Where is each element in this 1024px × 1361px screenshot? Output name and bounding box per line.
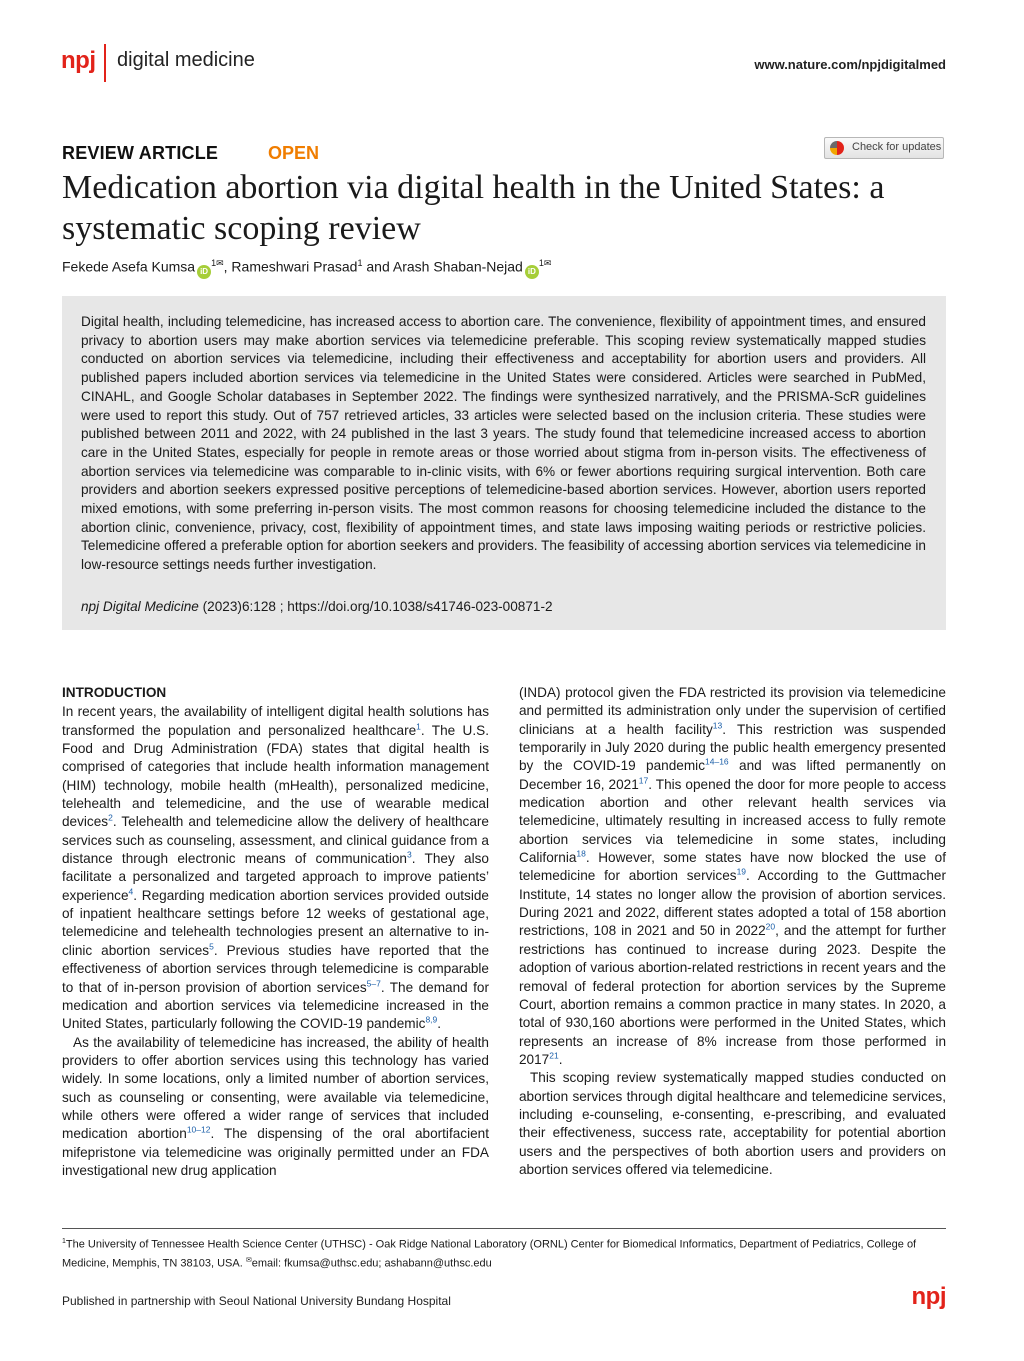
paragraph-text: As the availability of telemedicine has increased, the ability of health providers to offer abortion services using this technology has varied widely. In some locations, only a limited number of abortion services, such as counseling or consenting, were available via telemedicine, while others were offered a wider range of services that included medication abortion: [62, 1034, 489, 1142]
email-icon: ✉: [245, 1256, 252, 1264]
journal-logo: npj: [61, 47, 96, 74]
correspondence-email[interactable]: email: fkumsa@uthsc.edu; ashabann@uthsc.edu: [251, 1257, 492, 1270]
reference-citation[interactable]: 21: [549, 1050, 559, 1061]
paragraph-text: . The demand for medication and abortion services via telemedicine increased in the United States, particularly following the COVID-19 pandemic: [62, 979, 489, 1032]
open-access-badge: OPEN: [268, 143, 320, 163]
reference-citation[interactable]: 3: [406, 849, 412, 860]
footnote-marker: 1: [62, 1238, 66, 1245]
reference-citation[interactable]: 14–16: [705, 756, 729, 767]
paragraph-text: (INDA) protocol given the FDA restricted its provision via telemedicine and permitted its administration only under the supervision of certified clinicians at a health facility: [519, 685, 946, 737]
orcid-icon[interactable]: iD: [197, 265, 211, 279]
footnote-divider: [62, 1228, 946, 1229]
paragraph-text: and was lifted permanently on December 16, 2021: [519, 758, 946, 792]
reference-citation[interactable]: 4: [128, 886, 134, 897]
paragraph-text: . Telehealth and telemedicine allow the delivery of healthcare services such as counseling, assessment, and clinical guidance from a distance through electronic means of communication: [62, 814, 489, 867]
paragraph-text: . This restriction was suspended temporarily in July 2020 during the public health emergency presented by the COVID-19 pandemic: [519, 721, 946, 774]
journal-url-link[interactable]: www.nature.com/npjdigitalmed: [754, 57, 946, 72]
author-separator: ,: [223, 258, 232, 275]
affiliation-footnote: [62, 1234, 946, 1271]
article-title: Medication abortion via digital health in the United States: a systematic scoping review: [62, 169, 885, 247]
article-citation: [81, 599, 553, 614]
body-column-right: [519, 684, 946, 1179]
paragraph-text: . Previous studies have reported that the effectiveness of abortion services through telemedicine is comparable to that of in-person provision of abortion services: [62, 942, 489, 995]
affiliation-marker: 1: [538, 258, 544, 268]
affiliation-marker: 1: [357, 258, 363, 268]
crossmark-icon: [830, 141, 844, 155]
affiliation-marker: 1: [211, 258, 217, 268]
journal-name: digital medicine: [117, 49, 255, 71]
section-heading-introduction: INTRODUCTION: [62, 685, 167, 700]
abstract-text: Digital health, including telemedicine, has increased access to abortion care. The convenience, flexibility of appointment times, and ensured privacy to abortion users may make abortion services via telemedicine preferable. This scoping review systematically mapped studies conducted on abortion services via telemedicine, including their effectiveness and acceptability for abortion users and providers. All published papers included abortion services via telemedicine in the United States were considered. Articles were searched in PubMed, CINAHL, and Google Scholar databases in September 2022. The findings were synthesized narratively, and the PRISMA-ScR guidelines were used to report this study. Out of 757 retrieved articles, 33 articles were selected based on the inclusion criteria. These studies were published between 2011 and 2022, with 24 published in the last 3 years. The study found that telemedicine increased access to abortion care in the United States, especially for people in remote areas or those worried about stigma from in-person visits. The effectiveness of abortion services via telemedicine was comparable to in-clinic visits, with 6% or fewer abortions requiring surgical intervention. Both care providers and abortion seekers expressed positive perceptions of telemedicine-based abortion services. However, abortion users reported mixed emotions, with some preferring in-person visits. The most common reasons for choosing telemedicine included the distance to the abortion clinic, convenience, privacy, cost, flexibility of appointment times, and state laws imposing waiting periods or restrictive policies. Telemedicine offered a preferable option for abortion seekers and providers. The feasibility of accessing abortion services via telemedicine in low-resource settings needs further investigation.: [81, 314, 926, 573]
author-name[interactable]: Rameshwari Prasad: [231, 258, 358, 275]
email-icon[interactable]: ✉: [543, 258, 552, 268]
reference-citation[interactable]: 18: [576, 848, 586, 859]
reference-citation[interactable]: 5–7: [366, 977, 381, 988]
paragraph-text: , and the attempt for further restrictions has continued to increase during 2023. Despite the adoption of various abortion-related restrictions in recent years and the removal of federal protection for abortion services by the Supreme Court, abortion remains a common practice in many states. In 2020, a total of 930,160 abortions were performed in the United States, which represents an increase of 8% increase from those performed in 2017: [519, 923, 946, 1067]
author-list: [62, 258, 551, 279]
reference-citation[interactable]: 13: [712, 720, 723, 731]
email-icon[interactable]: ✉: [216, 258, 224, 268]
author-separator: and: [362, 258, 393, 275]
paragraph-text: . This opened the door for more people to access medication abortion and other relevant health services via telemedicine, ultimately resulting in increased access to fully remote abortion services via telemedicine in some states, including California: [519, 776, 946, 866]
paragraph-text: . The dispensing of the oral abortifacient mifepristone via telemedicine was originally permitted under an FDA investigational new drug application: [62, 1126, 489, 1178]
paragraph-text: . According to the Guttmacher Institute, 14 states no longer allow the provision of abortion services. During 2021 and 2022, different states adopted a total of 158 abortion restrictions, 108 in 2021 and 50 in 2022: [519, 868, 946, 939]
footer-logo: npj: [911, 1283, 946, 1310]
body-paragraph: [519, 684, 946, 1069]
article-type-label: REVIEW ARTICLE: [62, 143, 219, 163]
reference-citation[interactable]: 5: [209, 941, 214, 952]
paragraph-text: This scoping review systematically mapped studies conducted on abortion services through digital healthcare and telemedicine services, including e-counseling, e-consenting, e-prescribing, and evaluated their effectiveness, success rate, acceptability for potential abortion users and the perspectives of both abortion users and providers on abortion services offered via telemedicine.: [519, 1070, 946, 1177]
orcid-icon[interactable]: iD: [525, 265, 539, 279]
paragraph-text: . However, some states have now blocked the use of telemedicine for abortion services: [519, 850, 946, 884]
citation-journal: npj Digital Medicine: [81, 599, 199, 614]
check-for-updates-label: Check for updates: [852, 141, 942, 153]
body-paragraph: [62, 703, 489, 1033]
reference-citation[interactable]: 2: [108, 812, 113, 823]
partnership-note: Published in partnership with Seoul National University Bundang Hospital: [62, 1294, 451, 1308]
citation-doi-link[interactable]: (2023)6:128 ; https://doi.org/10.1038/s41746-023-00871-2: [198, 599, 553, 614]
affiliation-text: The University of Tennessee Health Science Center (UTHSC) - Oak Ridge National Laboratory (ORNL) Center for Biomedical Informatics, Department of Pediatrics, College of Medicine, Memphis, TN 38103, USA.: [62, 1238, 917, 1270]
paragraph-text: In recent years, the availability of intelligent digital health solutions has transformed the population and personalized healthcare: [62, 704, 489, 738]
check-for-updates-button[interactable]: [824, 137, 944, 159]
reference-citation[interactable]: 17: [638, 775, 649, 786]
author-name[interactable]: Fekede Asefa Kumsa: [62, 258, 196, 275]
body-column-left: [62, 684, 489, 1180]
reference-citation[interactable]: 19: [736, 866, 747, 877]
logo-divider: [104, 44, 106, 82]
reference-citation[interactable]: 8,9: [425, 1014, 438, 1025]
abstract-box: [62, 296, 946, 630]
paragraph-text: . They also facilitate a personalized and targeted approach to improve patients’ experience: [62, 851, 489, 903]
body-paragraph: [62, 1034, 489, 1181]
body-paragraph: [519, 1069, 946, 1179]
paragraph-text: .: [558, 1051, 563, 1067]
reference-citation[interactable]: 1: [416, 721, 421, 732]
paragraph-text: .: [437, 1016, 442, 1032]
author-name[interactable]: Arash Shaban-Nejad: [392, 258, 523, 275]
paragraph-text: . The U.S. Food and Drug Administration (FDA) states that digital health is comprised of categories that include health information management (HIM) technology, mobile health (mHealth), personalized medicine, telehealth and telemedicine, and the use of wearable medical devices: [62, 722, 489, 830]
reference-citation[interactable]: 20: [765, 921, 776, 932]
reference-citation[interactable]: 10–12: [186, 1124, 211, 1135]
paragraph-text: . Regarding medication abortion services provided outside of inpatient healthcare settings before 12 weeks of gestational age, telemedicine and telehealth technologies present an alternative to in-clinic abortion services: [62, 887, 489, 958]
